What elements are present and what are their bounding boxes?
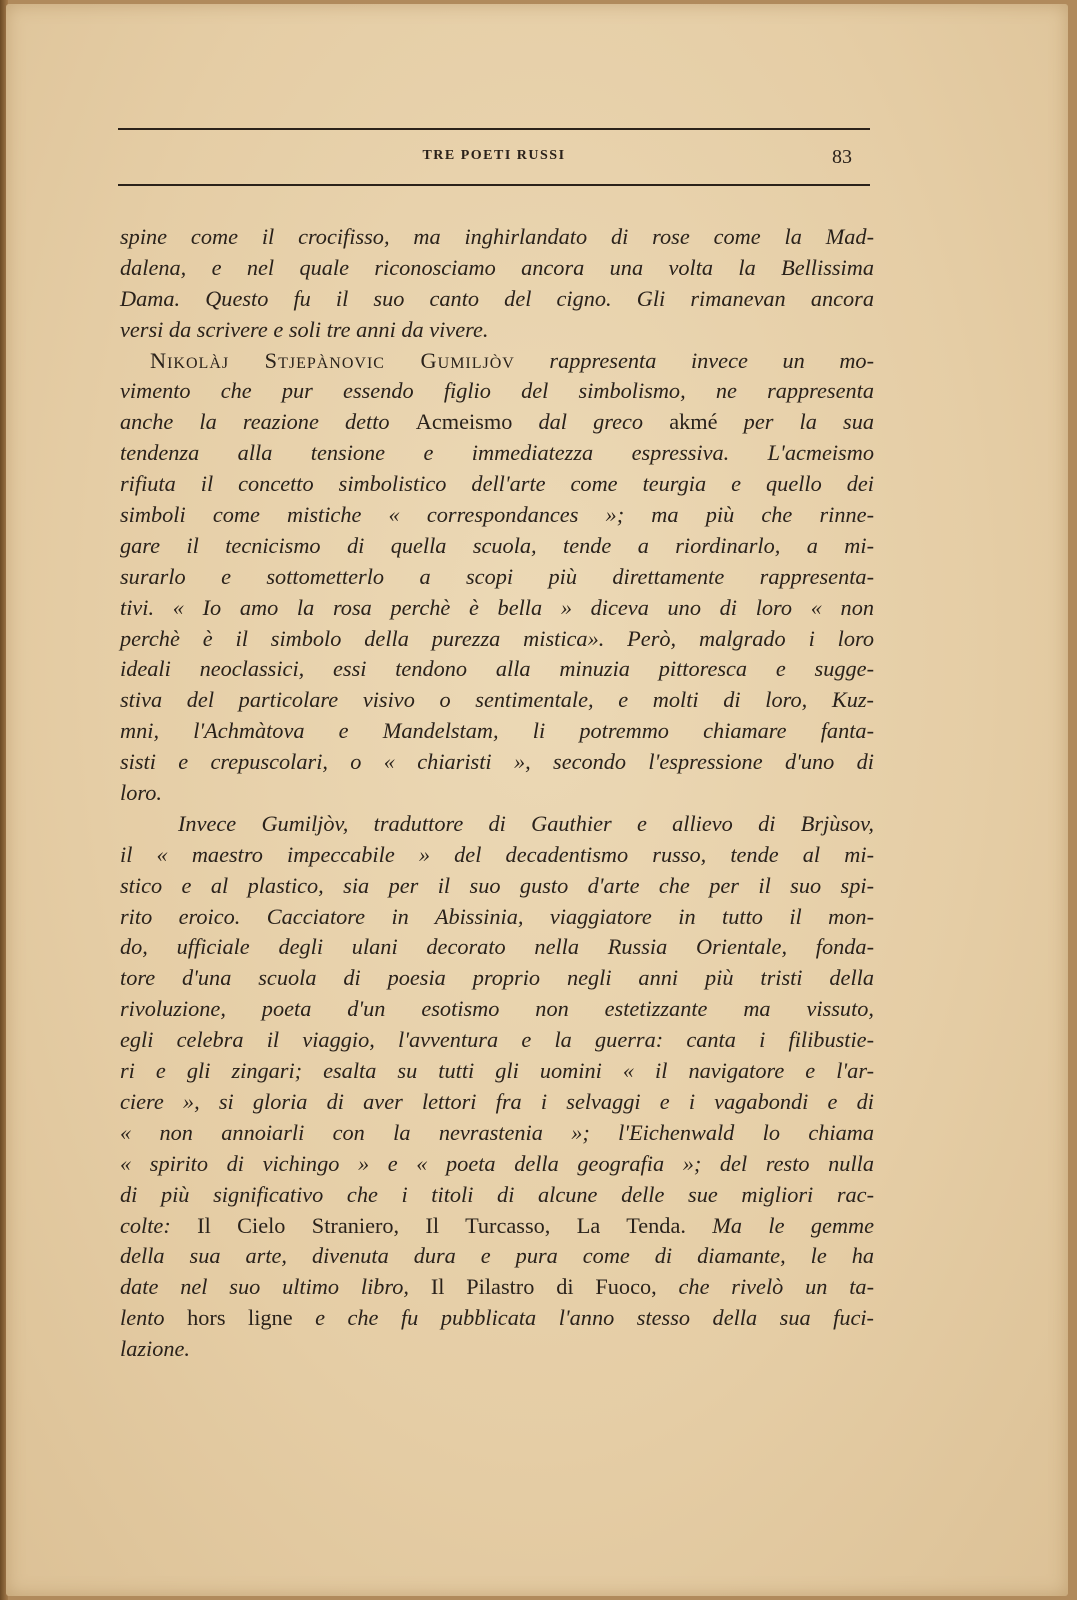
text-line: « non annoiarli con la nevrastenia »; l'Eichenwald lo chiama xyxy=(120,1119,874,1145)
page-number: 83 xyxy=(832,146,852,168)
text-line: mni, l'Achmàtova e Mandelstam, li potremmo chiamare fanta- xyxy=(120,718,874,744)
text-line: dalena, e nel quale riconosciamo ancora una volta la Bellissima xyxy=(120,254,874,280)
text-line: sisti e crepuscolari, o « chiaristi », secondo l'espressione d'uno di xyxy=(120,749,874,775)
text-line: vimento che pur essendo figlio del simbolismo, ne rappresenta xyxy=(120,378,874,404)
text-line: della sua arte, divenuta dura e pura come di diamante, le ha xyxy=(120,1243,874,1269)
text-line: stiva del particolare visivo o sentimentale, e molti di loro, Kuz- xyxy=(120,687,874,713)
text-line: lento hors ligne e che fu pubblicata l'anno stesso della sua fuci- xyxy=(120,1305,874,1331)
text-line: egli celebra il viaggio, l'avventura e la guerra: canta i filibustie- xyxy=(120,1027,874,1053)
text-line: ideali neoclassici, essi tendono alla minuzia pittoresca e sugge- xyxy=(120,656,874,682)
text-line: perchè è il simbolo della purezza mistica». Però, malgrado i loro xyxy=(120,625,874,651)
text-line: loro. xyxy=(120,780,162,806)
text-line: lazione. xyxy=(120,1336,190,1362)
text-line: simboli come mistiche « correspondances »; ma più che rinne- xyxy=(120,502,874,528)
text-line: versi da scrivere e soli tre anni da vivere. xyxy=(120,316,489,342)
text-line: tore d'una scuola di poesia proprio negli anni più tristi della xyxy=(120,965,874,991)
text-line: anche la reazione detto Acmeismo dal greco akmé per la sua xyxy=(120,409,875,435)
book-title: Il Pilastro di Fuoco, xyxy=(430,1274,657,1300)
text-line: il « maestro impeccabile » del decadentismo russo, tende al mi- xyxy=(120,841,874,867)
text-line: do, ufficiale degli ulani decorato nella Russia Orientale, fonda- xyxy=(120,934,874,960)
text-line: spine come il crocifisso, ma inghirlandato di rose come la Mad- xyxy=(120,224,874,249)
text-line: stico e al plastico, sia per il suo gusto d'arte che per il suo spi- xyxy=(120,872,874,898)
text-line: surarlo e sottometterlo a scopi più direttamente rappresenta- xyxy=(120,563,874,589)
text-line: gare il tecnicismo di quella scuola, tende a riordinarlo, a mi- xyxy=(120,532,874,558)
text-line: Nikolàj Stjepànovic Gumiljòv rappresenta invece un mo- xyxy=(150,347,874,373)
text-line: rito eroico. Cacciatore in Abissinia, viaggiatore in tutto il mon- xyxy=(120,903,874,929)
text-line: date nel suo ultimo libro, Il Pilastro di Fuoco, che rivelò un ta- xyxy=(120,1274,875,1300)
running-title: TRE POETI RUSSI xyxy=(422,148,566,163)
text-line: « spirito di vichingo » e « poeta della geografia »; del resto nulla xyxy=(120,1150,874,1176)
text-line: tendenza alla tensione e immediatezza espressiva. L'acmeismo xyxy=(120,440,874,466)
text-line: rifiuta il concetto simbolistico dell'arte come teurgia e quello dei xyxy=(120,471,874,497)
text-line: tivi. « Io amo la rosa perchè è bella » diceva uno di loro « non xyxy=(120,594,874,620)
text-line: Dama. Questo fu il suo canto del cigno. Gli rimanevan ancora xyxy=(120,285,874,311)
text-line: colte: Il Cielo Straniero, Il Turcasso, La Tenda. Ma le gemme xyxy=(120,1212,875,1238)
text-line: di più significativo che i titoli di alcune delle sue migliori rac- xyxy=(120,1181,874,1207)
text-line: ri e gli zingari; esalta su tutti gli uomini « il navigatore e l'ar- xyxy=(120,1058,874,1084)
book-titles: Il Cielo Straniero, Il Turcasso, La Tenda. xyxy=(197,1212,686,1238)
text-line: Invece Gumiljòv, traduttore di Gauthier e allievo di Brjùsov, xyxy=(178,810,874,836)
header-rule-top xyxy=(118,128,870,130)
text-line: rivoluzione, poeta d'un esotismo non estetizzante ma vissuto, xyxy=(120,996,874,1022)
poet-name: Nikolàj Stjepànovic Gumiljòv xyxy=(150,347,515,373)
text-line: ciere », si gloria di aver lettori fra i selvaggi e i vagabondi e di xyxy=(120,1088,874,1114)
header-rule-bottom xyxy=(118,184,870,186)
body-text xyxy=(120,222,874,1365)
